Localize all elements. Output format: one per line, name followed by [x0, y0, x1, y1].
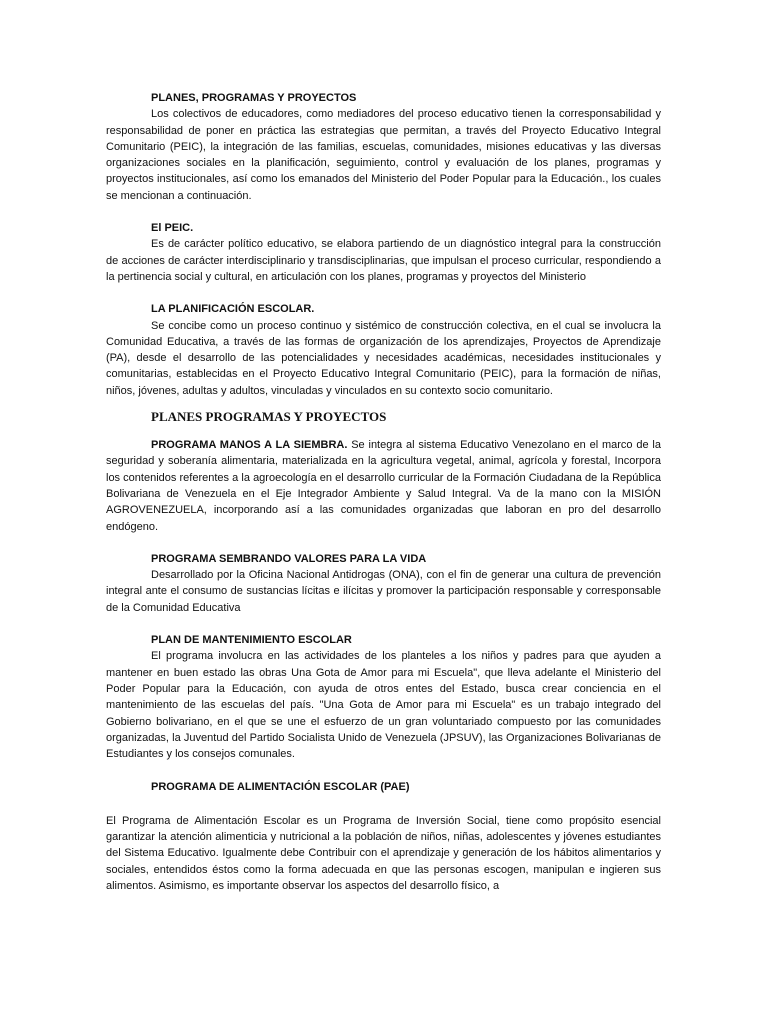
- section-body-sembrando-valores: Desarrollado por la Oficina Nacional Antidrogas (ONA), con el fin de generar una cultura de prevención integral ante el consumo de sustancias lícitas e ilícitas y promover la participación responsable y corresponsable de la Comunidad Educativa: [106, 569, 661, 614]
- section-heading-planes-programas: PLANES PROGRAMAS Y PROYECTOS: [151, 409, 387, 425]
- section-heading-peic: El PEIC.: [151, 222, 194, 235]
- section-body-mantenimiento: El programa involucra en las actividades de los planteles a los niños y padres para que ayuden a mantener en buen estado las obras Una Gota de Amor para mi Escuela", que lleva adelante el Ministerio del Poder Popular para la Educación, con ayuda de otros entes del Estado, busca crear conciencia en el mantenimiento de las escuelas del país. "Una Gota de Amor para mi Escuela" es un trabajo integrado del Gobierno bolivariano, en el que se une el esfuerzo de un gran voluntariado compuesto por las comunidades organizadas, la Juventud del Partido Socialista Unido de Venezuela (JPSUV), las Organizaciones Bolivarianas de Estudiantes y los consejos comunales.: [106, 650, 661, 761]
- section-body-manos-siembra: [106, 437, 661, 535]
- section-heading-planificacion: LA PLANIFICACIÓN ESCOLAR.: [151, 303, 315, 316]
- section-body-planificacion: Se concibe como un proceso continuo y sistémico de construcción colectiva, en el cual se involucra la Comunidad Educativa, a través de las formas de organización de los aprendizajes, Proyectos de Aprendizaje (PA), desde el desarrollo de las potencialidades y necesidades académicas, necesidades institucionales y comunitarias, establecidas en el Proyecto Educativo Integral Comunitario (PEIC), para la formación de niñas, niños, jóvenes, adultas y adultos, vinculadas y vinculados en su contexto socio comunitario.: [106, 319, 661, 397]
- text-manos-siembra: Se integra al sistema Educativo Venezolano en el marco de la seguridad y soberanía alimentaria, materializada en la agricultura vegetal, animal, agrícola y forestal, Incorpora los contenidos referentes a la agroecología en el desarrollo curricular de la Formación Ciudadana de la República Bolivariana de Venezuela en el Eje Integrador Ambiente y Salud Integral. Va de la mano con la MISIÓN AGROVENEZUELA, incorporando así a las comunidades organizadas que laboran en pro del desarrollo endógeno.: [106, 439, 661, 533]
- section-heading-sembrando-valores: PROGRAMA SEMBRANDO VALORES PARA LA VIDA: [151, 552, 427, 565]
- section-body-pae: El Programa de Alimentación Escolar es un Programa de Inversión Social, tiene como propósito esencial garantizar la atención alimenticia y nutricional a la población de niños, niñas, adolescentes y jóvenes estudiantes del Sistema Educativo. Igualmente debe Contribuir con el aprendizaje y generación de los hábitos alimentarios y sociales, entendidos éstos como la forma adecuada en que las personas escogen, manipulan e ingieren sus alimentos. Asimismo, es importante observar los aspectos del desarrollo físico, a: [106, 814, 661, 892]
- section-heading-pae: PROGRAMA DE ALIMENTACIÓN ESCOLAR (PAE): [151, 781, 410, 794]
- lead-manos-siembra: PROGRAMA MANOS A LA SIEMBRA.: [151, 439, 348, 452]
- section-heading-planes: PLANES, PROGRAMAS Y PROYECTOS: [151, 92, 357, 104]
- section-body-planes: Los colectivos de educadores, como mediadores del proceso educativo tienen la corresponsabilidad y responsabilidad de poner en práctica las estrategias que permitan, a través del Proyecto Educativo Integral Comunitario (PEIC), la integración de las familias, escuelas, comunidades, misiones educativas y las diversas organizaciones sociales en la planificación, seguimiento, control y evaluación de los planes, programas y proyectos institucionales, así como los emanados del Ministerio del Poder Popular para la Educación., los cuales se mencionan a continuación.: [106, 108, 661, 202]
- document-page: [106, 90, 661, 894]
- section-body-peic: Es de carácter político educativo, se elabora partiendo de un diagnóstico integral para la construcción de acciones de carácter interdisciplinario y transdisciplinarias, que impulsan el proceso curricular, respondiendo a la pertinencia social y cultural, en articulación con los planes, programas y proyectos del Ministerio: [106, 238, 661, 283]
- section-heading-mantenimiento: PLAN DE MANTENIMIENTO ESCOLAR: [151, 634, 352, 647]
